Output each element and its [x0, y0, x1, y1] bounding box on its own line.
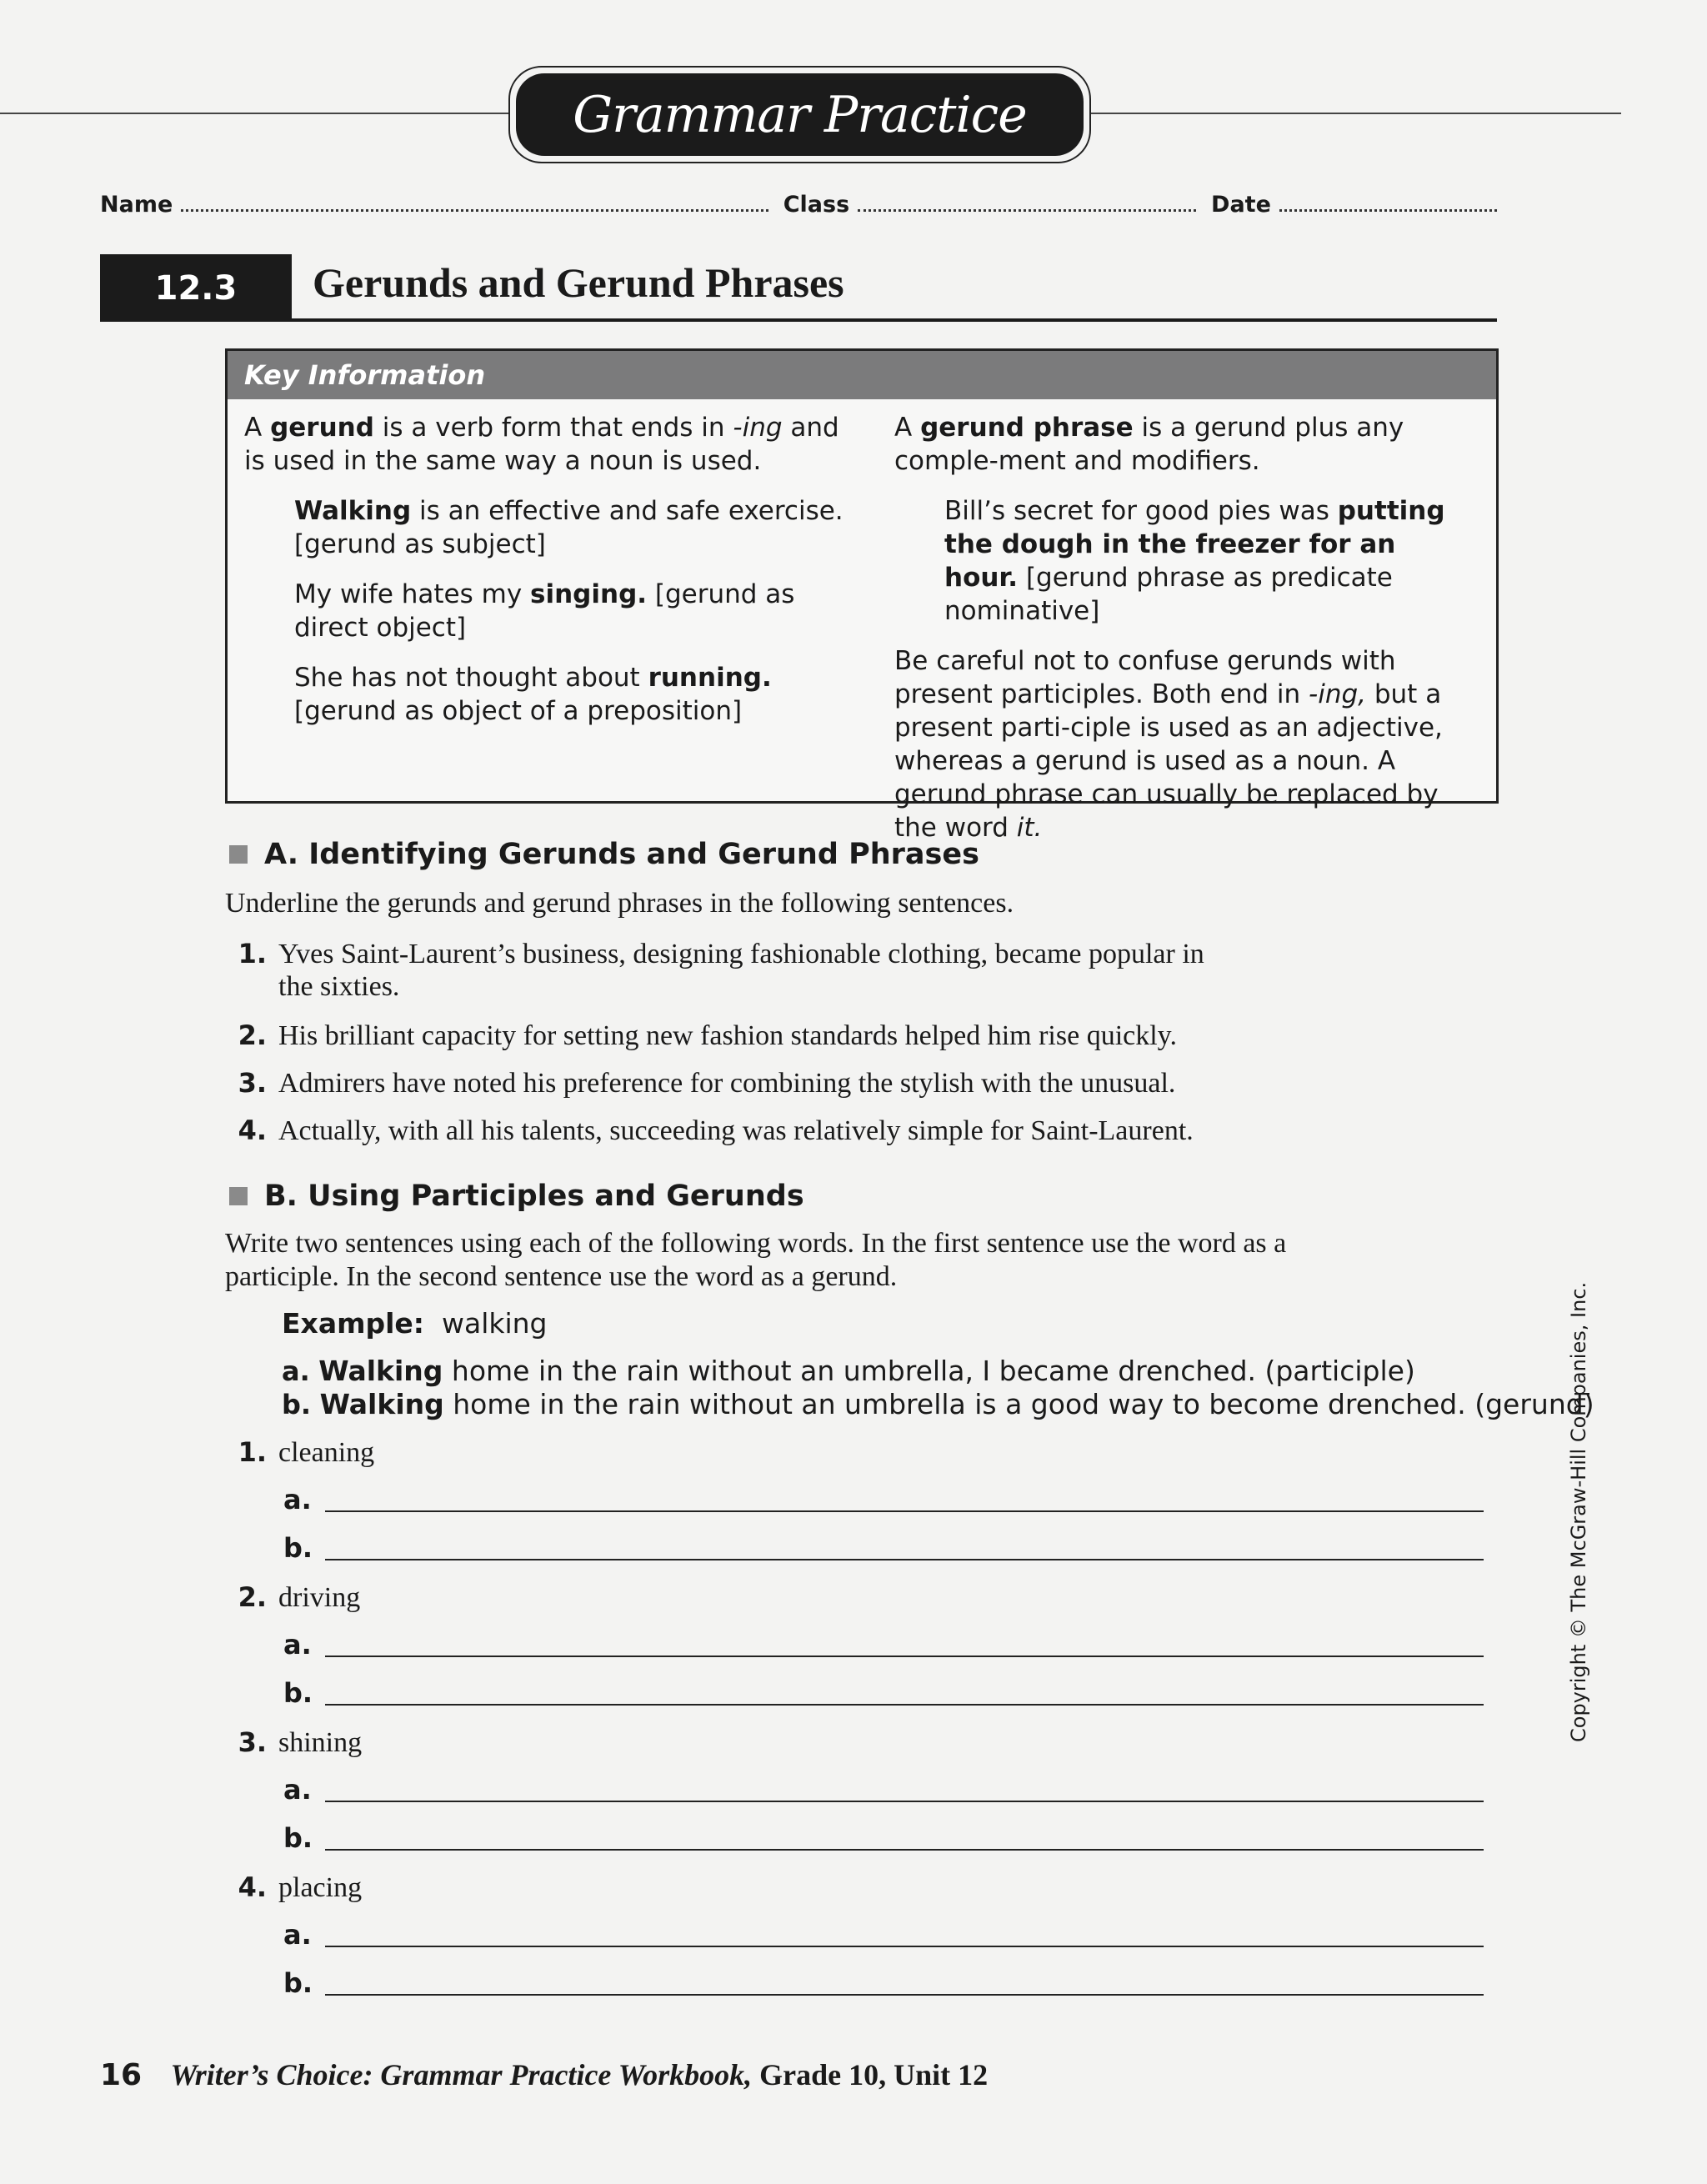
lesson-title: Gerunds and Gerund Phrases — [313, 259, 844, 306]
title-banner — [508, 66, 1091, 163]
section-a-heading: A. Identifying Gerunds and Gerund Phrases — [229, 838, 979, 871]
list-item: 2. His brilliant capacity for setting new fashion standards helped him rise quickly. — [238, 1019, 1177, 1051]
answer-line-4a[interactable] — [325, 1946, 1484, 1947]
page-footer — [100, 2057, 988, 2092]
key-information-box — [225, 348, 1499, 843]
answer-line-1b[interactable] — [325, 1559, 1484, 1560]
date-label: Date — [1211, 192, 1271, 218]
answer-label-a: a. — [283, 1919, 312, 1951]
name-field[interactable] — [181, 194, 768, 212]
example-gerund: b. Walking home in the rain without an umbrella is a good way to become drenched. (gerund) — [282, 1388, 1594, 1420]
answer-label-b: b. — [283, 1677, 313, 1709]
book-title: Writer’s Choice: Grammar Practice Workbook, — [170, 2058, 753, 2091]
word-item: 4. placing — [238, 1871, 363, 1903]
answer-label-a: a. — [283, 1774, 312, 1806]
gerund-example-1: Walking is an effective and safe exercise. [gerund as subject] — [294, 496, 843, 559]
answer-line-3a[interactable] — [325, 1801, 1484, 1802]
gerund-example-3: She has not thought about running. [gerund as object of a preposition] — [294, 663, 772, 726]
answer-line-2b[interactable] — [325, 1704, 1484, 1706]
class-field[interactable] — [858, 194, 1196, 212]
answer-line-4b[interactable] — [325, 1994, 1484, 1996]
date-field[interactable] — [1279, 194, 1497, 212]
section-b-heading: B. Using Participles and Gerunds — [229, 1180, 804, 1213]
answer-label-b: b. — [283, 1532, 313, 1564]
grade-unit: Grade 10, Unit 12 — [752, 2058, 989, 2091]
answer-line-2a[interactable] — [325, 1656, 1484, 1657]
page-number: 16 — [100, 2058, 143, 2092]
lesson-number: 12.3 — [100, 254, 292, 322]
key-information-heading: Key Information — [228, 351, 1496, 399]
list-item: 4. Actually, with all his talents, succeeding was relatively simple for Saint-Laurent. — [238, 1115, 1194, 1146]
word-item: 3. shining — [238, 1726, 363, 1758]
section-b-instruction-1: Write two sentences using each of the following words. In the first sentence use the word as a — [225, 1228, 1287, 1259]
answer-line-1a[interactable] — [325, 1510, 1484, 1512]
participle-caution: Be careful not to confuse gerunds with present participles. Both end in -ing, but a present parti-ciple is used as an adjective, whereas a gerund is used as a noun. A gerund phrase can usually be replaced by the word it. — [894, 646, 1443, 843]
answer-label-a: a. — [283, 1484, 312, 1515]
square-bullet-icon — [229, 845, 248, 864]
gerund-definition: A gerund is a verb form that ends in -ing and is used in the same way a noun is used. — [244, 413, 839, 476]
gerund-phrase-example: Bill’s secret for good pies was putting the dough in the freezer for an hour. [gerund phrase as predicate nominative] — [944, 496, 1445, 626]
list-item: 3. Admirers have noted his preference for combining the stylish with the unusual. — [238, 1067, 1176, 1099]
copyright-notice: Copyright © The McGraw-Hill Companies, Inc. — [1567, 1281, 1590, 1742]
word-item: 1. cleaning — [238, 1436, 375, 1468]
list-item: 1. Yves Saint-Laurent’s business, designing fashionable clothing, became popular in — [238, 938, 1204, 969]
name-label: Name — [100, 192, 173, 218]
lesson-rule — [100, 318, 1497, 322]
gerund-example-2: My wife hates my singing. [gerund as direct object] — [294, 579, 795, 643]
section-a-instruction: Underline the gerunds and gerund phrases in the following sentences. — [225, 888, 1014, 919]
key-left-column — [244, 411, 844, 744]
answer-line-3b[interactable] — [325, 1849, 1484, 1851]
section-b-instruction-2: participle. In the second sentence use the word as a gerund. — [225, 1261, 898, 1292]
example-line: Example: walking — [282, 1307, 548, 1340]
answer-label-a: a. — [283, 1629, 312, 1661]
example-participle: a. Walking home in the rain without an umbrella, I became drenched. (participle) — [282, 1355, 1415, 1387]
answer-label-b: b. — [283, 1967, 313, 1999]
key-right-column — [894, 411, 1478, 861]
page-title: Grammar Practice — [573, 85, 1027, 144]
class-label: Class — [783, 192, 850, 218]
list-item-continuation: the sixties. — [278, 971, 400, 1002]
name-class-date-line — [100, 192, 1497, 225]
word-item: 2. driving — [238, 1581, 361, 1613]
gerund-phrase-definition: A gerund phrase is a gerund plus any comple-ment and modifiers. — [894, 413, 1404, 476]
answer-label-b: b. — [283, 1822, 313, 1854]
square-bullet-icon — [229, 1187, 248, 1205]
